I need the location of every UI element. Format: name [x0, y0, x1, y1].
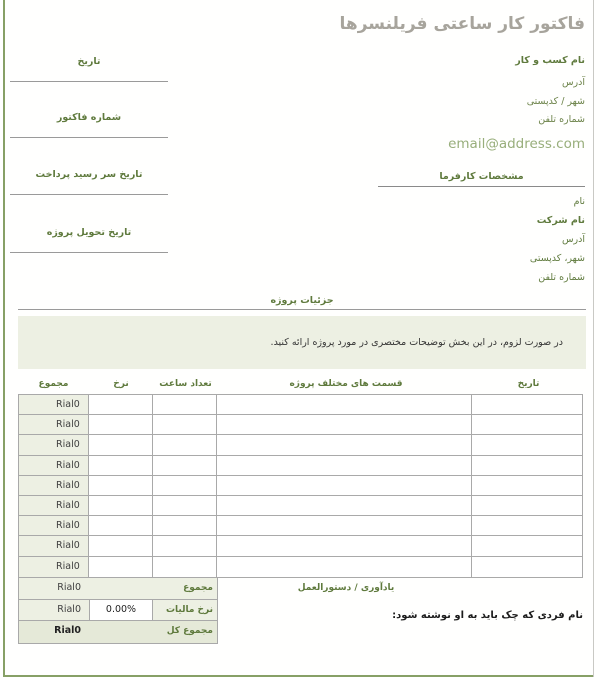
table-row — [19, 395, 582, 415]
table-row — [19, 476, 582, 496]
total-cell[interactable]: Rial0 — [19, 395, 89, 414]
total-cell[interactable]: Rial0 — [19, 456, 89, 475]
rate-cell[interactable] — [89, 536, 153, 555]
parts-cell[interactable] — [217, 456, 472, 475]
payment-due-date-label: تاریخ سر رسید پرداخت — [35, 169, 143, 180]
hours-cell[interactable] — [153, 456, 218, 475]
field-date — [10, 56, 168, 82]
parts-cell[interactable] — [217, 476, 472, 495]
date-cell[interactable] — [472, 415, 582, 434]
hours-cell[interactable] — [153, 496, 218, 515]
column-header-parts: قسمت های مختلف پروژه — [289, 379, 403, 389]
parts-cell[interactable] — [217, 415, 472, 434]
total-cell[interactable]: Rial0 — [19, 516, 89, 535]
delivery-date-label: تاریخ تحویل پروژه — [46, 227, 132, 238]
date-cell[interactable] — [472, 476, 582, 495]
date-cell[interactable] — [472, 516, 582, 535]
business-phone-label: شماره تلفن — [538, 114, 585, 125]
rate-cell[interactable] — [89, 516, 153, 535]
hours-cell[interactable] — [153, 415, 218, 434]
reminder-instructions-label: یادآوری / دستورالعمل — [297, 583, 395, 593]
table-row — [19, 456, 582, 476]
field-payment-due-date — [10, 169, 168, 195]
page-title: فاکتور کار ساعتی فریلنسرها — [339, 14, 585, 34]
line-items-table — [18, 394, 583, 578]
business-city-label: شهر / کدپستی — [526, 96, 585, 107]
rate-cell[interactable] — [89, 395, 153, 414]
total-cell[interactable]: Rial0 — [19, 415, 89, 434]
totals-footer — [18, 577, 218, 644]
payment-due-date-input[interactable] — [10, 180, 168, 195]
total-cell[interactable]: Rial0 — [19, 536, 89, 555]
parts-cell[interactable] — [217, 557, 472, 577]
hours-cell[interactable] — [153, 395, 218, 414]
subtotal-spacer — [89, 578, 153, 599]
rate-cell[interactable] — [89, 456, 153, 475]
page-frame-left — [3, 0, 5, 677]
rate-cell[interactable] — [89, 435, 153, 454]
total-cell[interactable]: Rial0 — [19, 557, 89, 577]
grand-total-label: مجموع کل — [166, 626, 213, 637]
subtotal-row — [19, 578, 217, 600]
grand-total-row — [19, 621, 217, 643]
grand-total-value: Rial0 — [54, 625, 81, 637]
rate-cell[interactable] — [89, 496, 153, 515]
column-header-rate: نرخ — [113, 379, 129, 389]
client-name-label: نام — [573, 196, 585, 207]
parts-cell[interactable] — [217, 496, 472, 515]
date-input[interactable] — [10, 67, 168, 82]
date-cell[interactable] — [472, 456, 582, 475]
tax-value: Rial0 — [57, 603, 81, 615]
date-cell[interactable] — [472, 496, 582, 515]
page-frame-bottom — [3, 675, 594, 677]
tax-rate-input[interactable]: 0.00% — [89, 600, 153, 621]
page-frame-right — [593, 0, 594, 677]
column-header-total: مجموع — [38, 379, 69, 389]
project-section-heading: جزئیات پروژه — [270, 295, 334, 306]
table-row — [19, 435, 582, 455]
table-row — [19, 516, 582, 536]
client-phone-label: شماره تلفن — [538, 272, 585, 283]
date-cell[interactable] — [472, 395, 582, 414]
hours-cell[interactable] — [153, 536, 218, 555]
date-cell[interactable] — [472, 557, 582, 577]
date-cell[interactable] — [472, 435, 582, 454]
hours-cell[interactable] — [153, 557, 218, 577]
parts-cell[interactable] — [217, 516, 472, 535]
rate-cell[interactable] — [89, 415, 153, 434]
client-address-label: آدرس — [561, 234, 585, 245]
rate-cell[interactable] — [89, 476, 153, 495]
tax-row — [19, 600, 217, 622]
table-row — [19, 557, 582, 577]
date-cell[interactable] — [472, 536, 582, 555]
subtotal-value: Rial0 — [57, 582, 81, 593]
hours-cell[interactable] — [153, 516, 218, 535]
parts-cell[interactable] — [217, 435, 472, 454]
business-name-label: نام کسب و کار — [515, 55, 585, 66]
delivery-date-input[interactable] — [10, 238, 168, 253]
table-row — [19, 415, 582, 435]
total-cell[interactable]: Rial0 — [19, 435, 89, 454]
table-row — [19, 496, 582, 516]
tax-label: نرخ مالیات — [165, 604, 213, 615]
invoice-number-input[interactable] — [10, 123, 168, 138]
business-address-label: آدرس — [561, 77, 585, 88]
hours-cell[interactable] — [153, 435, 218, 454]
total-cell[interactable]: Rial0 — [19, 496, 89, 515]
rate-cell[interactable] — [89, 557, 153, 577]
parts-cell[interactable] — [217, 536, 472, 555]
table-row — [19, 536, 582, 556]
client-section-heading: مشخصات کارفرما — [439, 171, 524, 182]
total-cell[interactable]: Rial0 — [19, 476, 89, 495]
column-header-hours: تعداد ساعت — [159, 379, 212, 389]
column-header-date: تاریخ — [517, 379, 540, 389]
grand-total-spacer — [89, 621, 153, 643]
field-invoice-number — [10, 112, 168, 138]
parts-cell[interactable] — [217, 395, 472, 414]
date-label: تاریخ — [77, 56, 101, 67]
subtotal-label: مجموع — [183, 583, 213, 593]
client-company-label: نام شرکت — [536, 215, 585, 226]
field-delivery-date — [10, 227, 168, 253]
client-city-label: شهر، کدپستی — [529, 253, 585, 264]
invoice-number-label: شماره فاکتور — [56, 112, 122, 123]
hours-cell[interactable] — [153, 476, 218, 495]
project-section-rule — [18, 309, 586, 310]
business-email: email@address.com — [448, 136, 585, 152]
client-section-rule — [378, 186, 585, 187]
project-description-box[interactable]: در صورت لزوم، در این بخش توضیحات مختصری در مورد پروژه ارائه کنید. — [18, 316, 586, 369]
check-payee-label: نام فردی که چک باید به او نوشته شود: — [392, 610, 583, 621]
